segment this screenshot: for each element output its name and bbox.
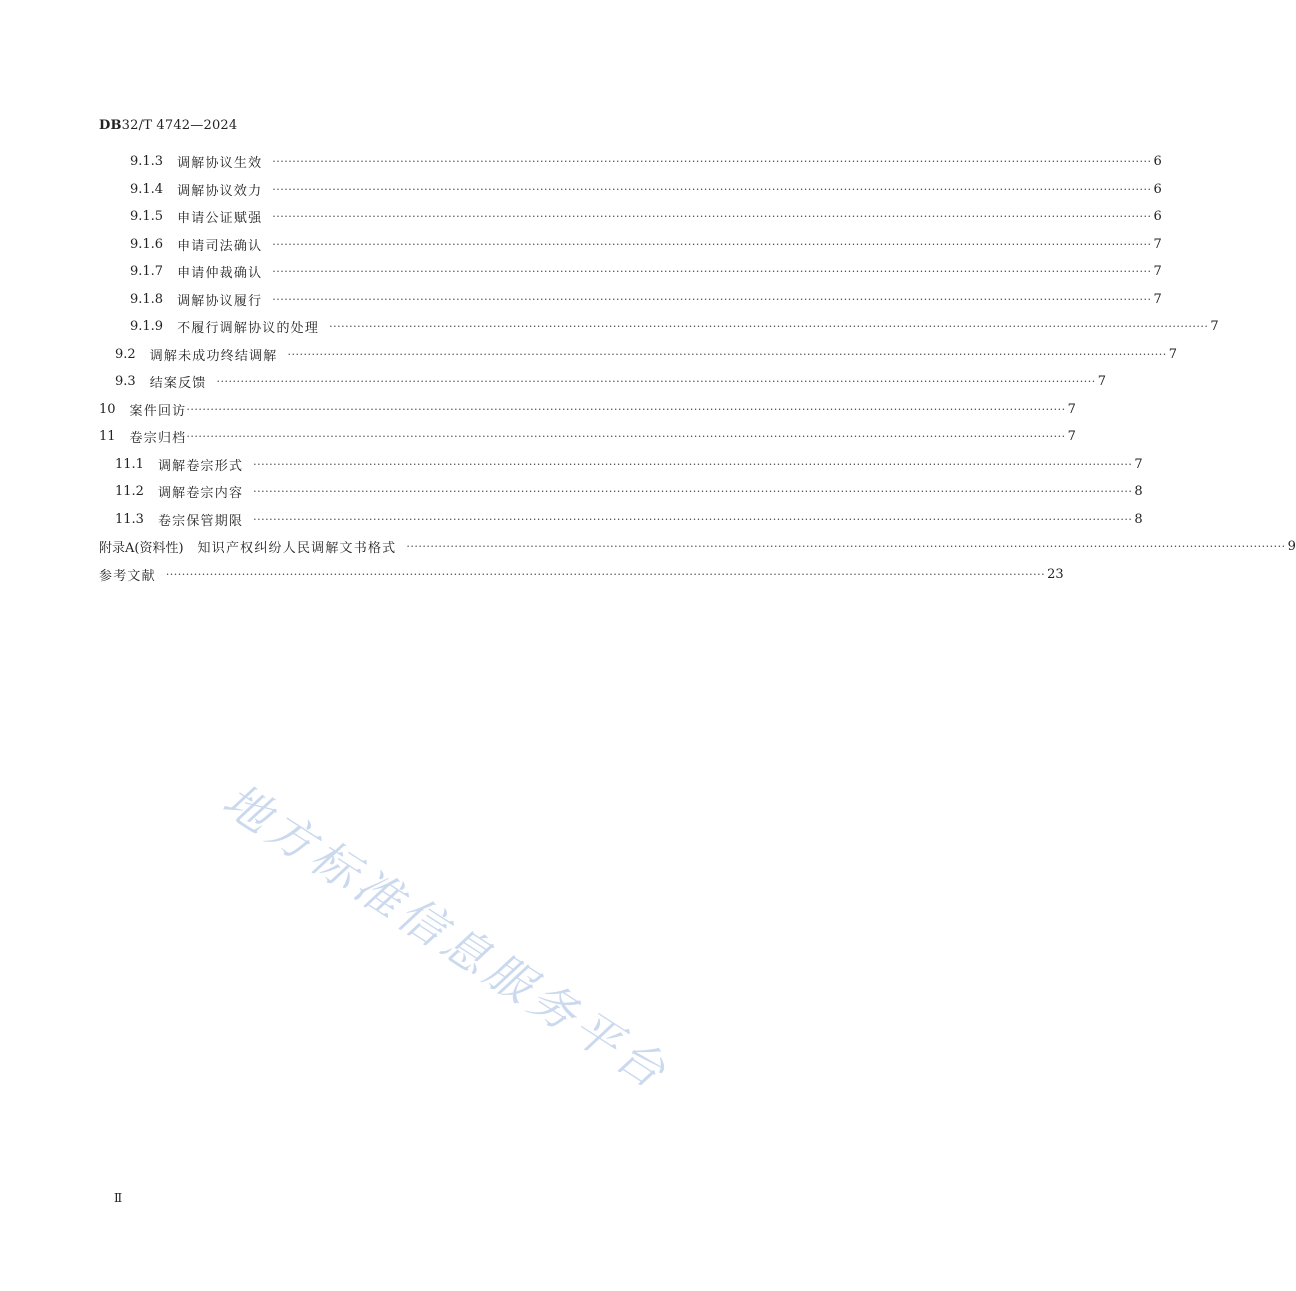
toc-entry-title: 调解协议效力: [177, 183, 263, 199]
toc-entry-title: 卷宗归档: [129, 431, 187, 447]
document-code-rest: 32/T 4742—2024: [121, 118, 238, 133]
toc-entry-title: 调解协议履行: [177, 293, 263, 309]
document-code-prefix: DB: [99, 118, 122, 133]
toc-entry-page: 7: [1067, 429, 1076, 445]
toc-leader-dots: ····························································································································································································································: [272, 155, 1152, 169]
toc-leader-dots: ····························································································································································································································: [253, 512, 1133, 526]
toc-entry-number: 9.1.7: [130, 264, 164, 280]
toc-entry[interactable]: [99, 313, 1219, 341]
toc-entry-page: 7: [1210, 319, 1219, 335]
toc-entry[interactable]: [99, 203, 1162, 231]
toc-entry-number: 9.1.5: [130, 209, 164, 225]
toc-entry-title: 案件回访: [129, 403, 187, 419]
toc-entry-number: 9.2: [115, 346, 136, 362]
toc-entry-page: 7: [1168, 346, 1178, 362]
toc-entry-title: 调解未成功终结调解: [149, 348, 278, 364]
toc-entry[interactable]: [99, 478, 1143, 506]
document-code: [99, 118, 237, 133]
toc-entry-page: 8: [1134, 511, 1143, 527]
toc-entry-title: 结案反馈: [149, 376, 207, 392]
toc-leader-dots: ····························································································································································································································: [272, 237, 1152, 251]
toc-entry[interactable]: [99, 231, 1162, 259]
toc-entry-page: 7: [1153, 264, 1162, 280]
toc-leader-dots: ····························································································································································································································: [186, 430, 1066, 444]
toc-entry-page: 6: [1153, 209, 1162, 225]
toc-entry-title: 不履行调解协议的处理: [177, 321, 320, 337]
toc-entry[interactable]: [99, 533, 1296, 561]
toc-entry[interactable]: [99, 423, 1076, 451]
toc-entry-number: 10: [99, 401, 116, 417]
toc-entry-number: 11: [99, 429, 116, 445]
toc-entry-number: 11.1: [115, 456, 144, 472]
toc-entry-page: 7: [1097, 374, 1107, 390]
toc-entry-page: 9: [1287, 539, 1296, 555]
toc-entry[interactable]: [99, 286, 1162, 314]
toc-entry-page: 23: [1047, 566, 1064, 582]
toc-entry[interactable]: [99, 561, 1064, 589]
watermark: 地方标准信息服务平台: [213, 772, 680, 1102]
toc-leader-dots: ····························································································································································································································: [253, 457, 1133, 471]
toc-entry-number: 9.1.4: [130, 181, 164, 197]
toc-leader-dots: ····························································································································································································································: [165, 567, 1046, 581]
toc-entry-number: 11.3: [115, 511, 144, 527]
toc-leader-dots: ····························································································································································································································: [272, 182, 1152, 196]
toc-entry-number: 9.1.6: [130, 236, 164, 252]
toc-leader-dots: ····························································································································································································································: [287, 347, 1167, 361]
toc-entry[interactable]: [99, 176, 1162, 204]
toc-entry[interactable]: [99, 148, 1162, 176]
toc-leader-dots: ····························································································································································································································: [186, 402, 1066, 416]
toc-leader-dots: ····························································································································································································································: [329, 320, 1209, 334]
toc-entry-title: 调解卷宗内容: [157, 486, 244, 502]
table-of-contents: [99, 148, 1296, 588]
toc-entry-number: 9.1.9: [130, 319, 164, 335]
toc-entry-page: 7: [1134, 456, 1143, 472]
toc-leader-dots: ····························································································································································································································: [272, 292, 1152, 306]
toc-entry-page: 7: [1153, 236, 1162, 252]
toc-entry-page: 6: [1153, 181, 1162, 197]
toc-entry-page: 7: [1153, 291, 1162, 307]
toc-entry-title: 申请公证赋强: [177, 211, 263, 227]
toc-entry-title: 卷宗保管期限: [157, 513, 244, 529]
toc-entry-number: 11.2: [115, 484, 144, 500]
toc-entry[interactable]: [99, 368, 1107, 396]
toc-entry[interactable]: [99, 258, 1162, 286]
toc-entry-title: 知识产权纠纷人民调解文书格式: [197, 541, 397, 557]
toc-entry-title: 调解协议生效: [177, 156, 263, 172]
toc-entry-page: 7: [1067, 401, 1076, 417]
toc-entry[interactable]: [99, 396, 1076, 424]
toc-leader-dots: ····························································································································································································································: [216, 375, 1096, 389]
toc-entry[interactable]: [99, 451, 1143, 479]
toc-entry-title: 申请仲裁确认: [177, 266, 263, 282]
toc-entry-page: 8: [1134, 484, 1143, 500]
toc-leader-dots: ····························································································································································································································: [272, 210, 1152, 224]
toc-entry-number: 9.1.8: [130, 291, 164, 307]
toc-entry[interactable]: [99, 341, 1178, 369]
toc-entry-number: 参考文献: [99, 568, 156, 584]
toc-entry-title: 调解卷宗形式: [157, 458, 244, 474]
toc-leader-dots: ····························································································································································································································: [406, 540, 1286, 554]
page-number: Ⅱ: [114, 1191, 123, 1205]
toc-leader-dots: ····························································································································································································································: [253, 485, 1133, 499]
toc-entry-number: 9.1.3: [130, 154, 164, 170]
toc-entry-number: 9.3: [115, 374, 136, 390]
toc-entry-title: 申请司法确认: [177, 238, 263, 254]
toc-entry-number: 附录A(资料性): [99, 541, 184, 557]
toc-entry[interactable]: [99, 506, 1143, 534]
toc-leader-dots: ····························································································································································································································: [272, 265, 1152, 279]
toc-entry-page: 6: [1153, 154, 1162, 170]
